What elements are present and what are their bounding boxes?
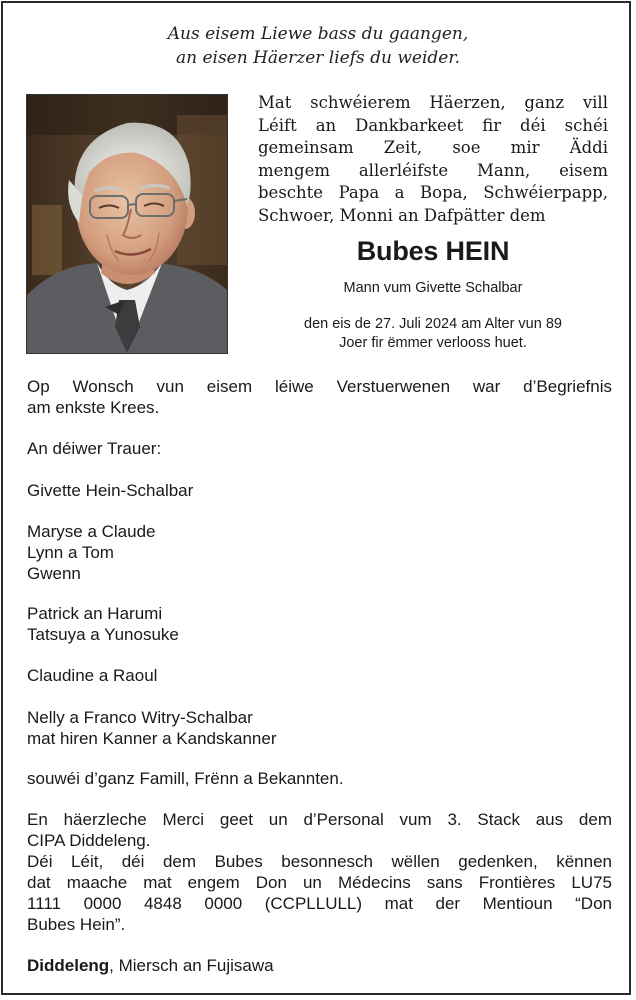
intro-line-5: beschte Papa a Bopa, Schwéierpapp, <box>258 183 608 202</box>
thanks-line-2: CIPA Diddeleng. <box>27 831 151 850</box>
motto <box>0 22 636 70</box>
funeral-line-1: Op Wonsch vun eisem léiwe Verstuerwenen war d’Begriefnis <box>27 377 612 396</box>
mourner-line: Givette Hein-Schalbar <box>27 481 194 500</box>
donation-line-2: dat maache mat engem Don un Médecins sans Frontières LU75 <box>27 873 612 892</box>
donation-line-4: Bubes Hein”. <box>27 915 126 934</box>
mourner-line: Lynn a Tom <box>27 543 114 562</box>
spouse-line: Mann vum Givette Schalbar <box>343 280 523 296</box>
mourner-line: Nelly a Franco Witry-Schalbar <box>27 708 253 727</box>
funeral-line-2: am enkste Krees. <box>27 398 160 417</box>
mourner-line: Tatsuya a Yunosuke <box>27 625 179 644</box>
intro-line-4: mengem allerléifste Mann, eisem <box>258 160 608 180</box>
mourners-closing: souwéi d’ganz Famill, Frënn a Bekannten. <box>27 769 344 788</box>
mourner-group-3 <box>27 603 612 645</box>
motto-line-1: Aus eisem Liewe bass du gaangen, <box>167 24 469 44</box>
mourners-heading: An déiwer Trauer: <box>27 439 162 458</box>
funeral-note <box>27 376 612 418</box>
mourner-group-4 <box>27 665 612 686</box>
footer-places <box>27 955 612 976</box>
mourner-line: Patrick an Harumi <box>27 604 163 623</box>
death-date-text <box>258 315 608 353</box>
death-line-1: den eis de 27. Juli 2024 am Alter vun 89 <box>304 316 562 332</box>
intro-paragraph <box>258 92 608 227</box>
portrait-photo <box>26 94 228 354</box>
intro-line-1: Mat schwéierem Häerzen, ganz vill <box>258 93 608 112</box>
donation-note <box>27 851 612 935</box>
footer-place-rest: , Miersch an Fujisawa <box>109 956 274 975</box>
donation-line-1: Déi Léit, déi dem Bubes besonnesch wëllen gedenken, kënnen <box>27 852 612 871</box>
mourner-group-2 <box>27 521 612 584</box>
mourner-line: Gwenn <box>27 564 81 583</box>
intro-line-2: Léift an Dankbarkeet fir déi schéi <box>258 115 608 135</box>
footer-place-bold: Diddeleng <box>27 956 110 975</box>
thanks-line-1: En häerzleche Merci geet un d’Personal vum 3. Stack aus dem <box>27 810 612 829</box>
intro-line-3: gemeinsam Zeit, soe mir Äddi <box>258 138 608 157</box>
donation-line-3: 1111 0000 4848 0000 (CCPLLULL) mat der Mentioun “Don <box>27 894 612 913</box>
mourner-group-5 <box>27 707 612 749</box>
mourner-line: mat hiren Kanner a Kandskanner <box>27 729 277 748</box>
motto-line-2: an eisen Häerzer liefs du weider. <box>175 48 461 68</box>
mourner-line: Claudine a Raoul <box>27 666 158 685</box>
deceased-name: Bubes HEIN <box>356 236 510 266</box>
thanks-note <box>27 809 612 851</box>
intro-line-6: Schwoer, Monni an Dafpätter dem <box>258 205 546 225</box>
death-line-2: Joer fir ëmmer verlooss huet. <box>339 335 527 351</box>
portrait-image <box>27 95 227 353</box>
mourner-line: Maryse a Claude <box>27 522 156 541</box>
mourner-group-1 <box>27 480 612 501</box>
